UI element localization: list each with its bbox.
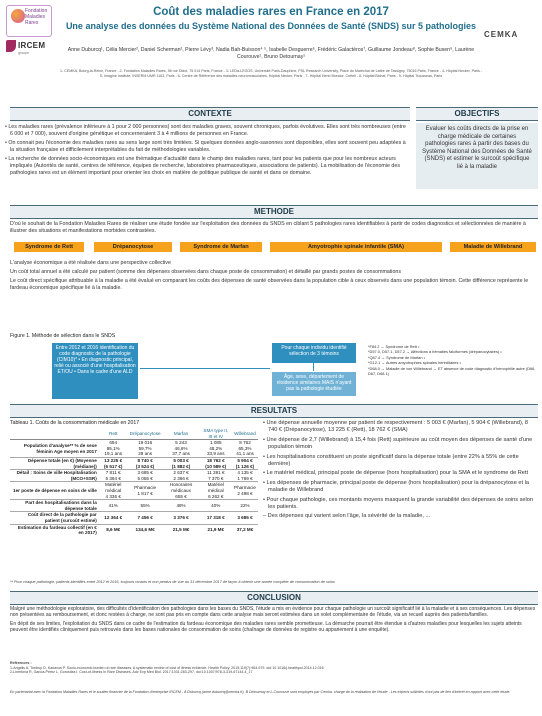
poster-header <box>0 0 542 95</box>
code-item: *F84.2 → Syndrome de Rett • <box>368 344 420 349</box>
table-cell: Pharmacie 2 498 € <box>232 482 258 500</box>
table-cell: 8 740 € (3 524 €) <box>128 457 163 469</box>
table-row <box>10 440 258 458</box>
contexte-bullet: • Les maladies rares (prévalence inférieure à 1 pour 2 000 personnes) sont des maladies graves, souvent chroniques, parfois évolutives. Elles sont très nombreuses (entre 6 000 et 7 000), souvent d'origine génétique et concerneraient 3 à 4 millions de personnes en France. <box>5 124 406 137</box>
results-footnote: ** Pour chaque pathologie, patients identifiés entre 2012 et 2016, toujours vivants et non perdus de vue au 31 décembre 2017 de façon à obtenir une année complète de consommation de soins <box>10 580 335 584</box>
table-cell: 21,9 M€ <box>200 524 232 536</box>
contexte-body <box>5 124 410 179</box>
table-cell: Matériel médical 6 262 € <box>200 482 232 500</box>
highlight-item: • Une dépense annuelle moyenne par patient de respectivement : 5 003 € (Marfan), 5 904 € (Willebrand), 8 740 € (Drépanocytose), 13 225 € (Rett), 18 762 € (SMA) <box>263 420 529 434</box>
contexte-bullet: • La recherche de données socio-économiques est une thématique d'actualité dans le champ des maladies rares, tant pour les patients que pour les nombreux acteurs impliqués (Autorités de santé, centres de référence, équipes de recherche, laboratoires pharmaceutiques, associations de patients). La mobilisation de l'économie des pathologies rares est un élément important pour orienter les choix en matière de politique publique de santé et dans ce domaine. <box>5 156 400 176</box>
contexte-bullet: • On connait peu l'économie des maladies rares au sens large sont très limitées. Si quelques données anglo-saxonnes sont disponibles, elles sont souvent peu adaptées à la situation française et difficilement interprétables du fait de méthodologies variables. <box>5 140 406 153</box>
conclusion-paragraph: Malgré une méthodologie exploratoire, des difficultés d'identification des pathologies dans les bases du SNDS, l'étude a mis en évidence pour chaque pathologie un surcoût significatif lié à la maladie et à ses conséquences. Les dépenses non présentées au remboursement, et donc restées à charge, ne sont pas pris en compte dans cette analyse mais seront estimées dans un volet complémentaire de l'étude, via un recueil auprès des patients/familles. <box>10 606 536 619</box>
table-cell: 5 904 € (1 126 €) <box>232 457 258 469</box>
row-label: 1er poste de dépense en soins de ville <box>10 482 99 500</box>
code-item: *D68.0 → Maladie de von Willebrand → ET absence de code diagnostic d'hémophilie autre (D66, D67, D68.1) <box>368 365 536 377</box>
surcout-line: Le coût direct spécifique attribuable à la maladie a été évalué en comparant les coûts des dépenses de santé observées dans la population cible à ceux observés dans une population témoin. Cette différence représente le fardeau économique spécifique lié à la maladie. <box>10 278 529 291</box>
highlight-item: – Des dépenses qui varient selon l'âge, la sévérité de la maladie, ... <box>263 513 431 520</box>
section-heading-methode: METHODE <box>10 205 538 219</box>
reference-item: 1-Angelis A, Tordrup D, Kanavos P. Socio-economic burden of rare diseases: A systematic review of cost of illness evidence. Health Policy. 2015;119(7):964-979. doi:10.1016/j.healthpol.2014.12.016 <box>10 665 324 670</box>
cost-line: Un coût total annuel a été calculé par patient (somme des dépenses observées dans chaque poste de consommation) et détaillé par grands postes de consommations <box>10 269 402 275</box>
highlight-item: • Les hospitalisations constituent un poste significatif dans la dépense totale (entre 22% à 55% de cette dernière) <box>263 453 519 468</box>
table-cell: 134,6 M€ <box>128 524 163 536</box>
poster-title: Coût des maladies rares en France en 2017 <box>153 6 389 18</box>
results-table <box>10 428 258 536</box>
row-label: Détail : Soins de ville Hospitalisation (MCO+SSR) <box>10 470 99 482</box>
table-cell: 4 135 € 1 769 € <box>232 470 258 482</box>
row-label: Estimation du fardeau collectif (en € en 2017) <box>10 524 99 536</box>
column-header: Drépanocytose <box>128 428 163 440</box>
highlight-item: • Les dépenses de pharmacie, principal poste de dépense (hors hospitalisation) pour la drépanocytose et la maladie de Willebrand <box>263 479 529 494</box>
table-cell: 13 225 € (6 517 €) <box>99 457 128 469</box>
figure-title: Figure 1. Méthode de sélection dans le SNDS <box>10 333 116 339</box>
ircem-sublabel: groupe <box>18 51 29 55</box>
table-row <box>10 457 258 469</box>
table-cell: 19 016 59,7% 29 ans <box>138 440 153 457</box>
disease-tag-rett: Syndrome de Rett <box>14 242 84 252</box>
highlight-item: • Le matériel médical, principal poste de dépense (hors hospitalisation) pour la SMA et le syndrome de Rett <box>263 470 529 477</box>
column-header: SMA type II, III et IV <box>200 428 232 440</box>
ircem-mark-icon <box>6 40 16 52</box>
table-header-row <box>10 428 258 440</box>
objectifs-text: Evaluer les coûts directs de la prise en charge médicale de certaines pathologies rares à partir des bases du Système National des Données de Santé (SNDS) et estimer le surcoût spécifique lié à la maladie <box>422 126 532 170</box>
funding-statement: En partenariat avec la Fondation Maladies Rares et le soutien financier de la Fondation d'entreprise IRCEM - A Duburcq (anne.duburcq@cemka.fr), B Detournay et L.Courouve sont employés par Cemka, chargé de la réalisation de l'étude - Les experts sollicités n'ont pas de lien d'intérêt en rapport avec cette étude. <box>10 690 511 694</box>
analysis-line: L'analyse économique a été réalisée dans une perspective collective <box>10 260 171 266</box>
methode-analysis <box>10 260 538 294</box>
table-cell: 8 762 65,3% 41,1 ans <box>236 440 254 457</box>
disease-tag-drepanocytose: Drépanocytose <box>94 242 172 252</box>
table-cell: 3 685 € <box>232 512 258 524</box>
disease-tag-sma: Amyotrophie spinale infantile (SMA) <box>270 242 442 252</box>
column-header: Marfan <box>163 428 200 440</box>
column-header: Willebrand <box>232 428 258 440</box>
ircem-logo <box>6 38 46 60</box>
table-title: Tableau 1. Coûts de la consommation médicale en 2017 <box>10 420 140 426</box>
row-label: Part des hospitalisations dans la dépense totale <box>10 500 99 512</box>
table-row <box>10 470 258 482</box>
table-corner <box>10 428 99 440</box>
table-cell: 3 685 € 5 055 € <box>128 470 163 482</box>
table-cell: Honoraires médicaux 655 € <box>163 482 200 500</box>
table-cell: 18 762 € (10 589 €) <box>200 457 232 469</box>
reference-item: 2-Linertová R, García-Pérez L, Gorostiza I. Cost-of-Illness in Rare Diseases. Adv Exp Med Biol. 2017;1031:283-297. doi:10.1007/978-3-319-67144-4_17 <box>10 670 253 675</box>
table-cell: 8,6 M€ <box>99 524 128 536</box>
table-cell: 41% <box>99 500 128 512</box>
hand-logo-icon <box>11 9 25 23</box>
table-cell: 12 364 € <box>99 512 128 524</box>
figure-connector <box>313 363 314 371</box>
figure-box-criteres: Âge, sexe, département de résidence similaires MAIS n'ayant pas la pathologie étudiée <box>272 372 356 396</box>
ircem-label: IRCEM <box>18 41 46 50</box>
table-cell: 7 811 € 5 394 € <box>99 470 128 482</box>
table-cell: 55% <box>128 500 163 512</box>
table-cell: 21,5 M€ <box>163 524 200 536</box>
section-heading-contexte: CONTEXTE <box>10 107 410 121</box>
poster-subtitle: Une analyse des données du Système National des Données de Santé (SNDS) sur 5 pathologies <box>65 21 477 31</box>
table-cell: 22% <box>232 500 258 512</box>
highlight-item: • Une dépense de 2,7 (Willebrand) à 15,4 fois (Rett) supérieure au coût moyen des dépenses de santé d'une population témoin <box>263 436 533 451</box>
author-list: Anne Duburcq¹, Célia Mercier², Daniel Scherman², Pierre Lévy³, Nadia Bah-Buisson⁴ ⁵, Isabelle Desguerre⁶, Frédéric Galactéros⁷, Guillaume Jondeau⁸, Sophie Busen⁹, Laurène Courouve¹, Bruno Detournay¹ <box>67 47 475 60</box>
references-title: Références : <box>10 661 32 665</box>
methode-intro: D'où le souhait de la Fondation Maladies Rares de réaliser une étude fondée sur l'exploitation des données du SNDS en ciblant 5 pathologies rares identifiables à partir de codes diagnostics et sélectionnées de manière à illustrer des situations et manifestations morbides contrastées. <box>10 221 526 234</box>
conclusion-body <box>10 606 538 636</box>
diagnostic-codes-list <box>368 344 538 398</box>
table-row <box>10 482 258 500</box>
table-cell: 5 243 46,6% 37,7 ans <box>172 440 190 457</box>
logo-label: Fondation Maladies Rares <box>25 8 48 26</box>
row-label: Coût direct de la pathologie par patient (surcoût estimé) <box>10 512 99 524</box>
code-item: *Q87.4 → Syndrome de Marfan • <box>368 354 425 360</box>
disease-tag-marfan: Syndrome de Marfan <box>180 242 262 252</box>
table-cell: 17 318 € <box>200 512 232 524</box>
references <box>10 661 538 675</box>
figure-connector <box>140 368 270 369</box>
conclusion-paragraph: En dépit de ses limites, l'exploitation du SNDS dans ce cadre de l'estimation du fardeau économique des maladies rares semble prometteuse. La démarche pourrait être étendue à d'autres maladies pour lesquelles les sujets atteints peuvent être identifiés cliniquement puis retrouvés dans les bases nationales de consommation de soins (chaînage de données de registre ou appariement à une enquête). <box>10 620 522 634</box>
affiliations: 1- CEMKA, Bourg-la-Reine, France - 2- Fondation Maladies Rares, 96 rue Didot, 75 014 Paris, France - 3- LEDa-LEGOS, Université Paris-Dauphine, PSL Research University, Place du Maréchal de Lattre de Tassigny, 75016 Paris, France - 4- Hôpital Necker, Paris - 5- Imagine Institute, INSERM UMR 1163, Paris - 6- Centre de Référence des maladies neuromusculaires, Hôpital Necker, Paris - 7- Hôpital Henri Mondor, Créteil - 8- Hôpital Bichat, Paris - 9- Hôpital Trousseau, Paris <box>60 69 482 78</box>
table-cell: 48% <box>163 500 200 512</box>
disease-tag-willebrand: Maladie de Willebrand <box>450 242 536 252</box>
results-highlights <box>262 420 538 580</box>
column-header: Rett <box>99 428 128 440</box>
objectifs-box <box>416 123 538 189</box>
table-cell: Matériel médical 4 336 € <box>99 482 128 500</box>
table-cell: Pharmacie 1 817 € <box>128 482 163 500</box>
fondation-maladies-rares-logo <box>6 5 52 37</box>
table-row <box>10 512 258 524</box>
code-item: *G12.1 → Autres amyotrophies spinales héréditaires • <box>368 360 461 366</box>
row-label: Dépense totale (en €) (Moyenne (médiane)) <box>10 457 99 469</box>
table-cell: 5 003 € (1 882 €) <box>163 457 200 469</box>
table-cell: 40% <box>200 500 232 512</box>
table-row <box>10 500 258 512</box>
row-label: Population d'analyse** % de sexe féminin Age moyen en 2017 <box>23 442 97 454</box>
table-cell: 2 637 € 2 366 € <box>163 470 200 482</box>
figure-box-identification: Entre 2012 et 2016 identification du code diagnostic de la pathologie (CIM10)* • En diagnostic principal, relié ou associé d'une hospitalisation ET/OU • Dans le cadre d'une ALD <box>52 343 138 399</box>
table-cell: 11 391 € 7 370 € <box>200 470 232 482</box>
table-cell: 1 085 48,2% 33,9 ans <box>206 440 225 457</box>
cemka-logo: CEMKA <box>484 30 519 39</box>
figure-box-temoins: Pour chaque individu identifié sélection de 3 témoins <box>272 343 356 363</box>
table-cell: 694 95,1% 19,1 ans <box>104 440 123 457</box>
section-heading-objectifs: OBJECTIFS <box>416 107 538 121</box>
table-cell: 7 456 € <box>128 512 163 524</box>
section-heading-resultats: RESULTATS <box>10 404 538 418</box>
code-item: *D57.0, D57.1, D57.2 → Affections à hématies falciformes (drépanocytaires) • <box>368 349 502 355</box>
table-cell: 3 376 € <box>163 512 200 524</box>
table-cell: 37,2 M€ <box>232 524 258 536</box>
highlight-item: • Pour chaque pathologie, ces montants moyens masquent la grande variabilité des dépenses de soins selon les patients. <box>263 496 534 511</box>
section-heading-conclusion: CONCLUSION <box>10 591 538 605</box>
table-row <box>10 524 258 536</box>
